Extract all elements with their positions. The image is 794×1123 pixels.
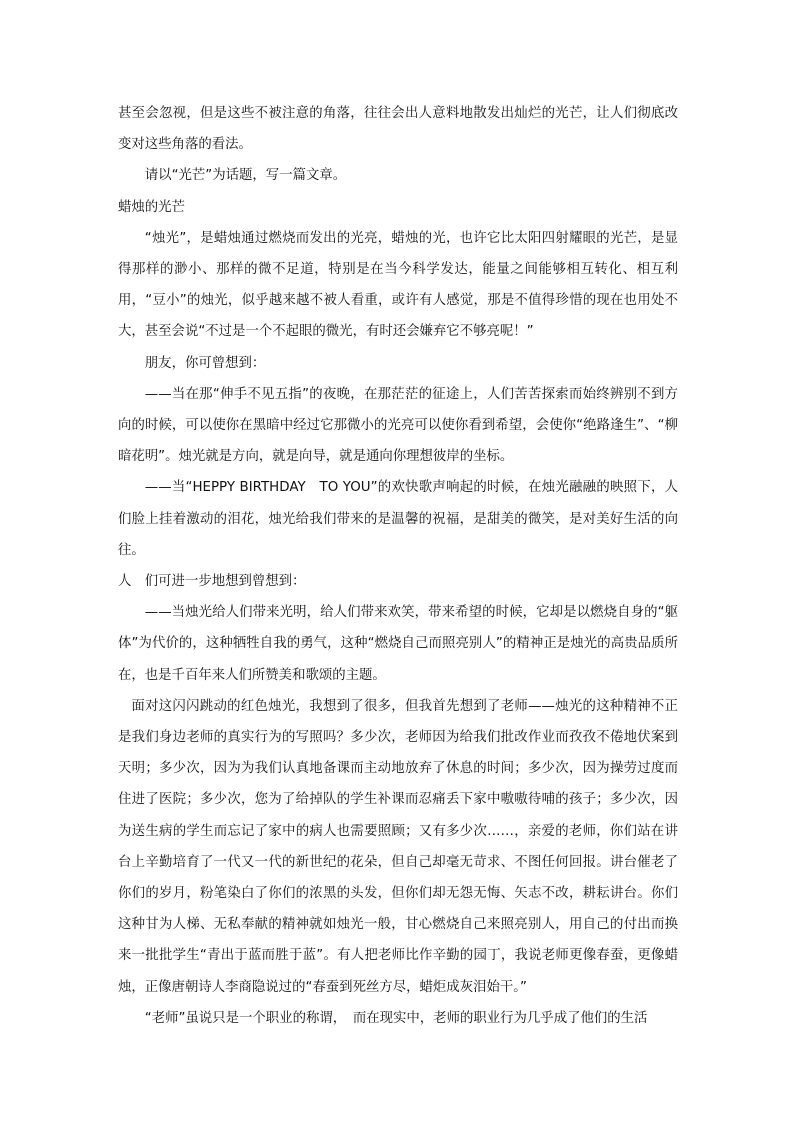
essay-paragraph-6: ——当烛光给人们带来光明，给人们带来欢笑，带来希望的时候，它却是以燃烧自身的“躯体”为代价的，这种牺牲自我的勇气，这种“燃烧自己而照亮别人”的精神正是烛光的高贵品质所在，也是千百年来人们所赞美和歌颂的主题。 [118,605,678,683]
essay-paragraph-7: 面对这闪闪跳动的红色烛光，我想到了很多，但我首先想到了老师——烛光的这种精神不正是我们身边老师的真实行为的写照吗？多少次，老师因为给我们批改作业而孜孜不倦地伏案到天明；多少次，因为为我们认真地备课而主动地放弃了休息的时间；多少次，因为操劳过度而住进了医院；多少次，您为了给掉队的学生补课而忍痛丢下家中嗷嗷待哺的孩子；多少次，因为送生病的学生而忘记了家中的病人也需要照顾；又有多少次……，亲爱的老师，你们站在讲台上辛勤培育了一代又一代的新世纪的花朵，但自己却毫无苛求、不图任何回报。讲台催老了你们的岁月，粉笔染白了你们的浓黑的头发，但你们却无怨无悔、矢志不改，耕耘讲台。你们这种甘为人梯、无私奉献的精神就如烛光一般，甘心燃烧自己来照亮别人，用自己的付出而换来一批批学生“青出于蓝而胜于蓝”。有人把老师比作辛勤的园丁，我说老师更像春蚕，更像蜡烛，正像唐朝诗人李商隐说过的“春蚕到死丝方尽，蜡炬成灰泪始干。” [118,698,678,995]
intro-tail-paragraph: 甚至会忽视，但是这些不被注意的角落，往往会出人意料地散发出灿烂的光芒，让人们彻底改变对这些角落的看法。 [118,106,678,153]
essay-paragraph-1: “烛光”，是蜡烛通过燃烧而发出的光亮，蜡烛的光，也许它比太阳四射耀眼的光芒，是显得那样的渺小、那样的微不足道，特别是在当今科学发达，能量之间能够相互转化、相互利用，“豆小”的烛光，似乎越来越不被人看重，或许有人感觉，那是不值得珍惜的现在也用处不大，甚至会说“不过是一个不起眼的微光，有时还会嫌弃它不够亮呢！” [118,230,678,340]
essay-paragraph-2: 朋友，你可曾想到： [144,355,266,371]
essay-title: 蜡烛的光芒 [118,199,185,215]
document-page [118,98,678,1034]
essay-paragraph-8: “老师”虽说只是一个职业的称谓， 而在现实中，老师的职业行为几乎成了他们的生活 [144,1010,648,1026]
essay-paragraph-4: ——当“HEPPY BIRTHDAY TO YOU”的欢快歌声响起的时候，在烛光融融的映照下，人们脸上挂着激动的泪花，烛光给我们带来的是温馨的祝福，是甜美的微笑，是对美好生活的向往。 [118,480,678,558]
writing-prompt: 请以“光芒”为话题，写一篇文章。 [144,168,347,184]
essay-paragraph-3: ——当在那“伸手不见五指”的夜晚，在那茫茫的征途上，人们苦苦探索而始终辨别不到方向的时候，可以使你在黑暗中经过它那微小的光亮可以使你看到希望，会使你“绝路逢生”、“柳暗花明”。烛光就是方向，就是向导，就是通向你理想彼岸的坐标。 [118,386,678,465]
essay-paragraph-5: 人 们可进一步地想到曾想到： [118,574,306,590]
